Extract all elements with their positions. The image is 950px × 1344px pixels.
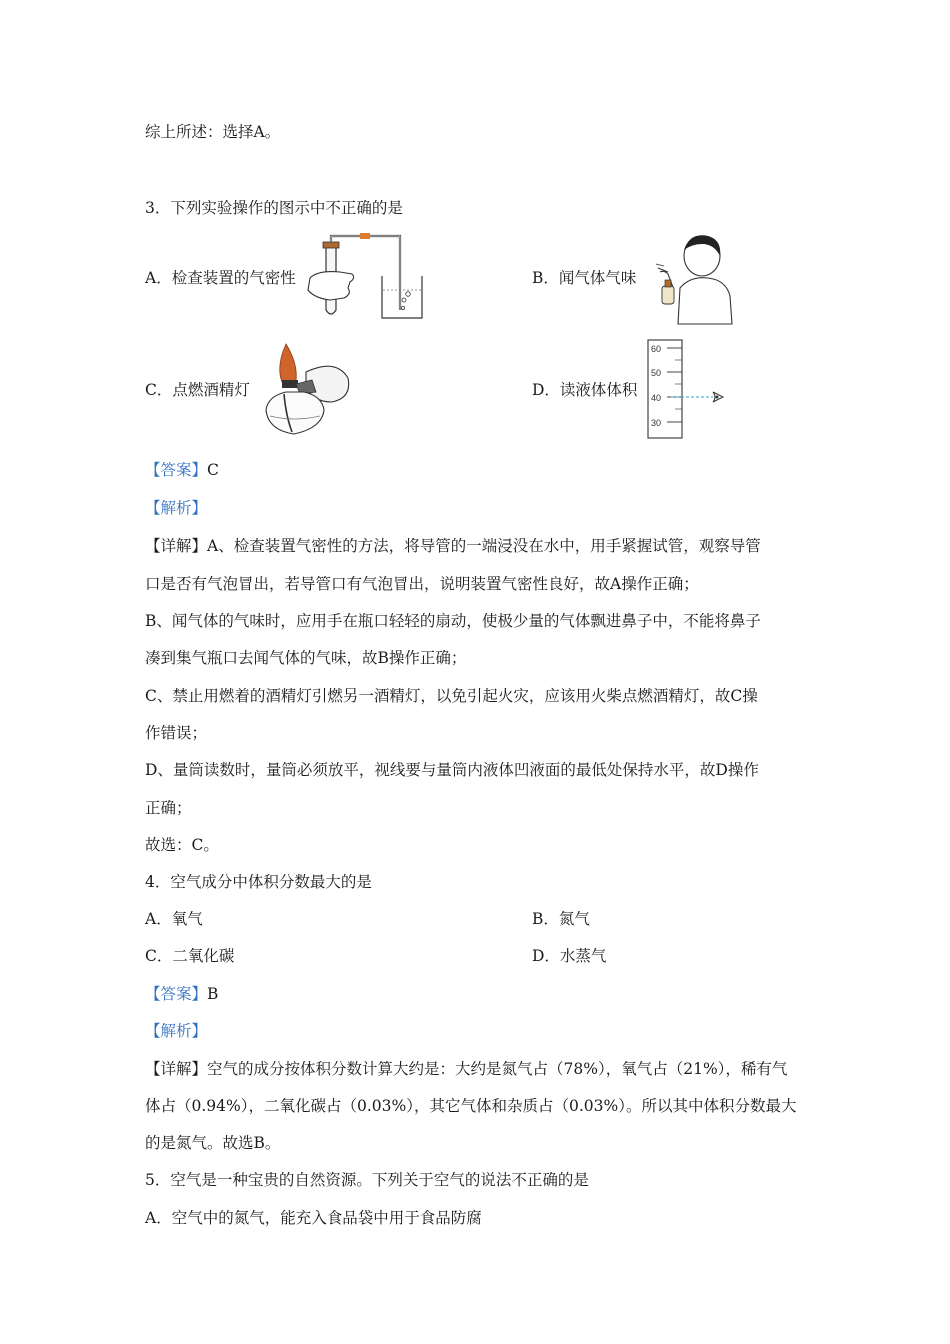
q5-option-a: A．空气中的氮气，能充入食品袋中用于食品防腐 [145, 1209, 482, 1227]
summary-line: 综上所述：选择A。 [145, 123, 281, 141]
q3-detail-line: C、禁止用燃着的酒精灯引燃另一酒精灯，以免引起火灾，应该用火柴点燃酒精灯，故C操 [145, 687, 758, 705]
q4-detail-line [145, 1059, 787, 1079]
cylinder-tick-label: 40 [651, 393, 662, 403]
graduated-cylinder-figure [645, 338, 730, 440]
lighting-alcohol-lamp-figure [246, 336, 356, 441]
q3-answer: C [207, 461, 219, 479]
airtightness-check-figure [300, 228, 430, 323]
q4-answer: B [207, 985, 219, 1003]
q3-detail-line: 凑到集气瓶口去闻气体的气味，故B操作正确； [145, 649, 467, 667]
smelling-gas-figure [650, 230, 740, 325]
q3-stem: 3．下列实验操作的图示中不正确的是 [145, 199, 403, 217]
q3-detail-line: 正确； [145, 799, 192, 817]
q5-stem: 5．空气是一种宝贵的自然资源。下列关于空气的说法不正确的是 [145, 1171, 589, 1189]
q4-detail-text: 空气的成分按体积分数计算大约是：大约是氮气占（78%），氧气占（21%），稀有气 [207, 1060, 788, 1078]
q3-analysis-tag: 【解析】 [145, 499, 208, 517]
detail-tag: 【详解】 [145, 1060, 208, 1078]
q4-option-c: C．二氧化碳 [145, 947, 235, 965]
q4-detail-line: 体占（0.94%），二氧化碳占（0.03%），其它气体和杂质占（0.03%）。所以其中体积分数最大 [145, 1097, 797, 1115]
q4-option-d: D．水蒸气 [532, 947, 607, 965]
cylinder-tick-label: 50 [651, 368, 662, 378]
q3-detail-line: 作错误； [145, 724, 208, 742]
q3-detail-line: D、量筒读数时，量筒必须放平，视线要与量筒内液体凹液面的最低处保持水平，故D操作 [145, 761, 759, 779]
answer-tag: 【答案】 [145, 461, 208, 479]
q3-option-d: D．读液体体积 [532, 381, 638, 399]
q3-option-b: B．闻气体气味 [532, 269, 637, 287]
answer-tag: 【答案】 [145, 985, 208, 1003]
q4-stem: 4．空气成分中体积分数最大的是 [145, 873, 372, 891]
q3-answer-line [145, 460, 219, 480]
q4-detail-line: 的是氮气。故选B。 [145, 1134, 281, 1152]
q3-option-c: C．点燃酒精灯 [145, 381, 250, 399]
detail-tag: 【详解】 [145, 537, 208, 555]
cylinder-tick-label: 60 [651, 344, 662, 354]
q4-answer-line [145, 984, 218, 1004]
cylinder-tick-label: 30 [651, 418, 662, 428]
q4-option-a: A．氧气 [145, 910, 203, 928]
q3-option-a: A．检查装置的气密性 [145, 269, 296, 287]
q3-detail-line: B、闻气体的气味时，应用手在瓶口轻轻的扇动，使极少量的气体飘进鼻子中，不能将鼻子 [145, 612, 761, 630]
q3-detail-line [145, 536, 761, 556]
q4-option-b: B．氮气 [532, 910, 590, 928]
q3-detail-text: A、检查装置气密性的方法，将导管的一端浸没在水中，用手紧握试管，观察导管 [207, 537, 761, 555]
q3-detail-line: 口是否有气泡冒出，若导管口有气泡冒出，说明装置气密性良好，故A操作正确； [145, 575, 699, 593]
q3-conclusion: 故选：C。 [145, 836, 219, 854]
q4-analysis-tag: 【解析】 [145, 1022, 208, 1040]
